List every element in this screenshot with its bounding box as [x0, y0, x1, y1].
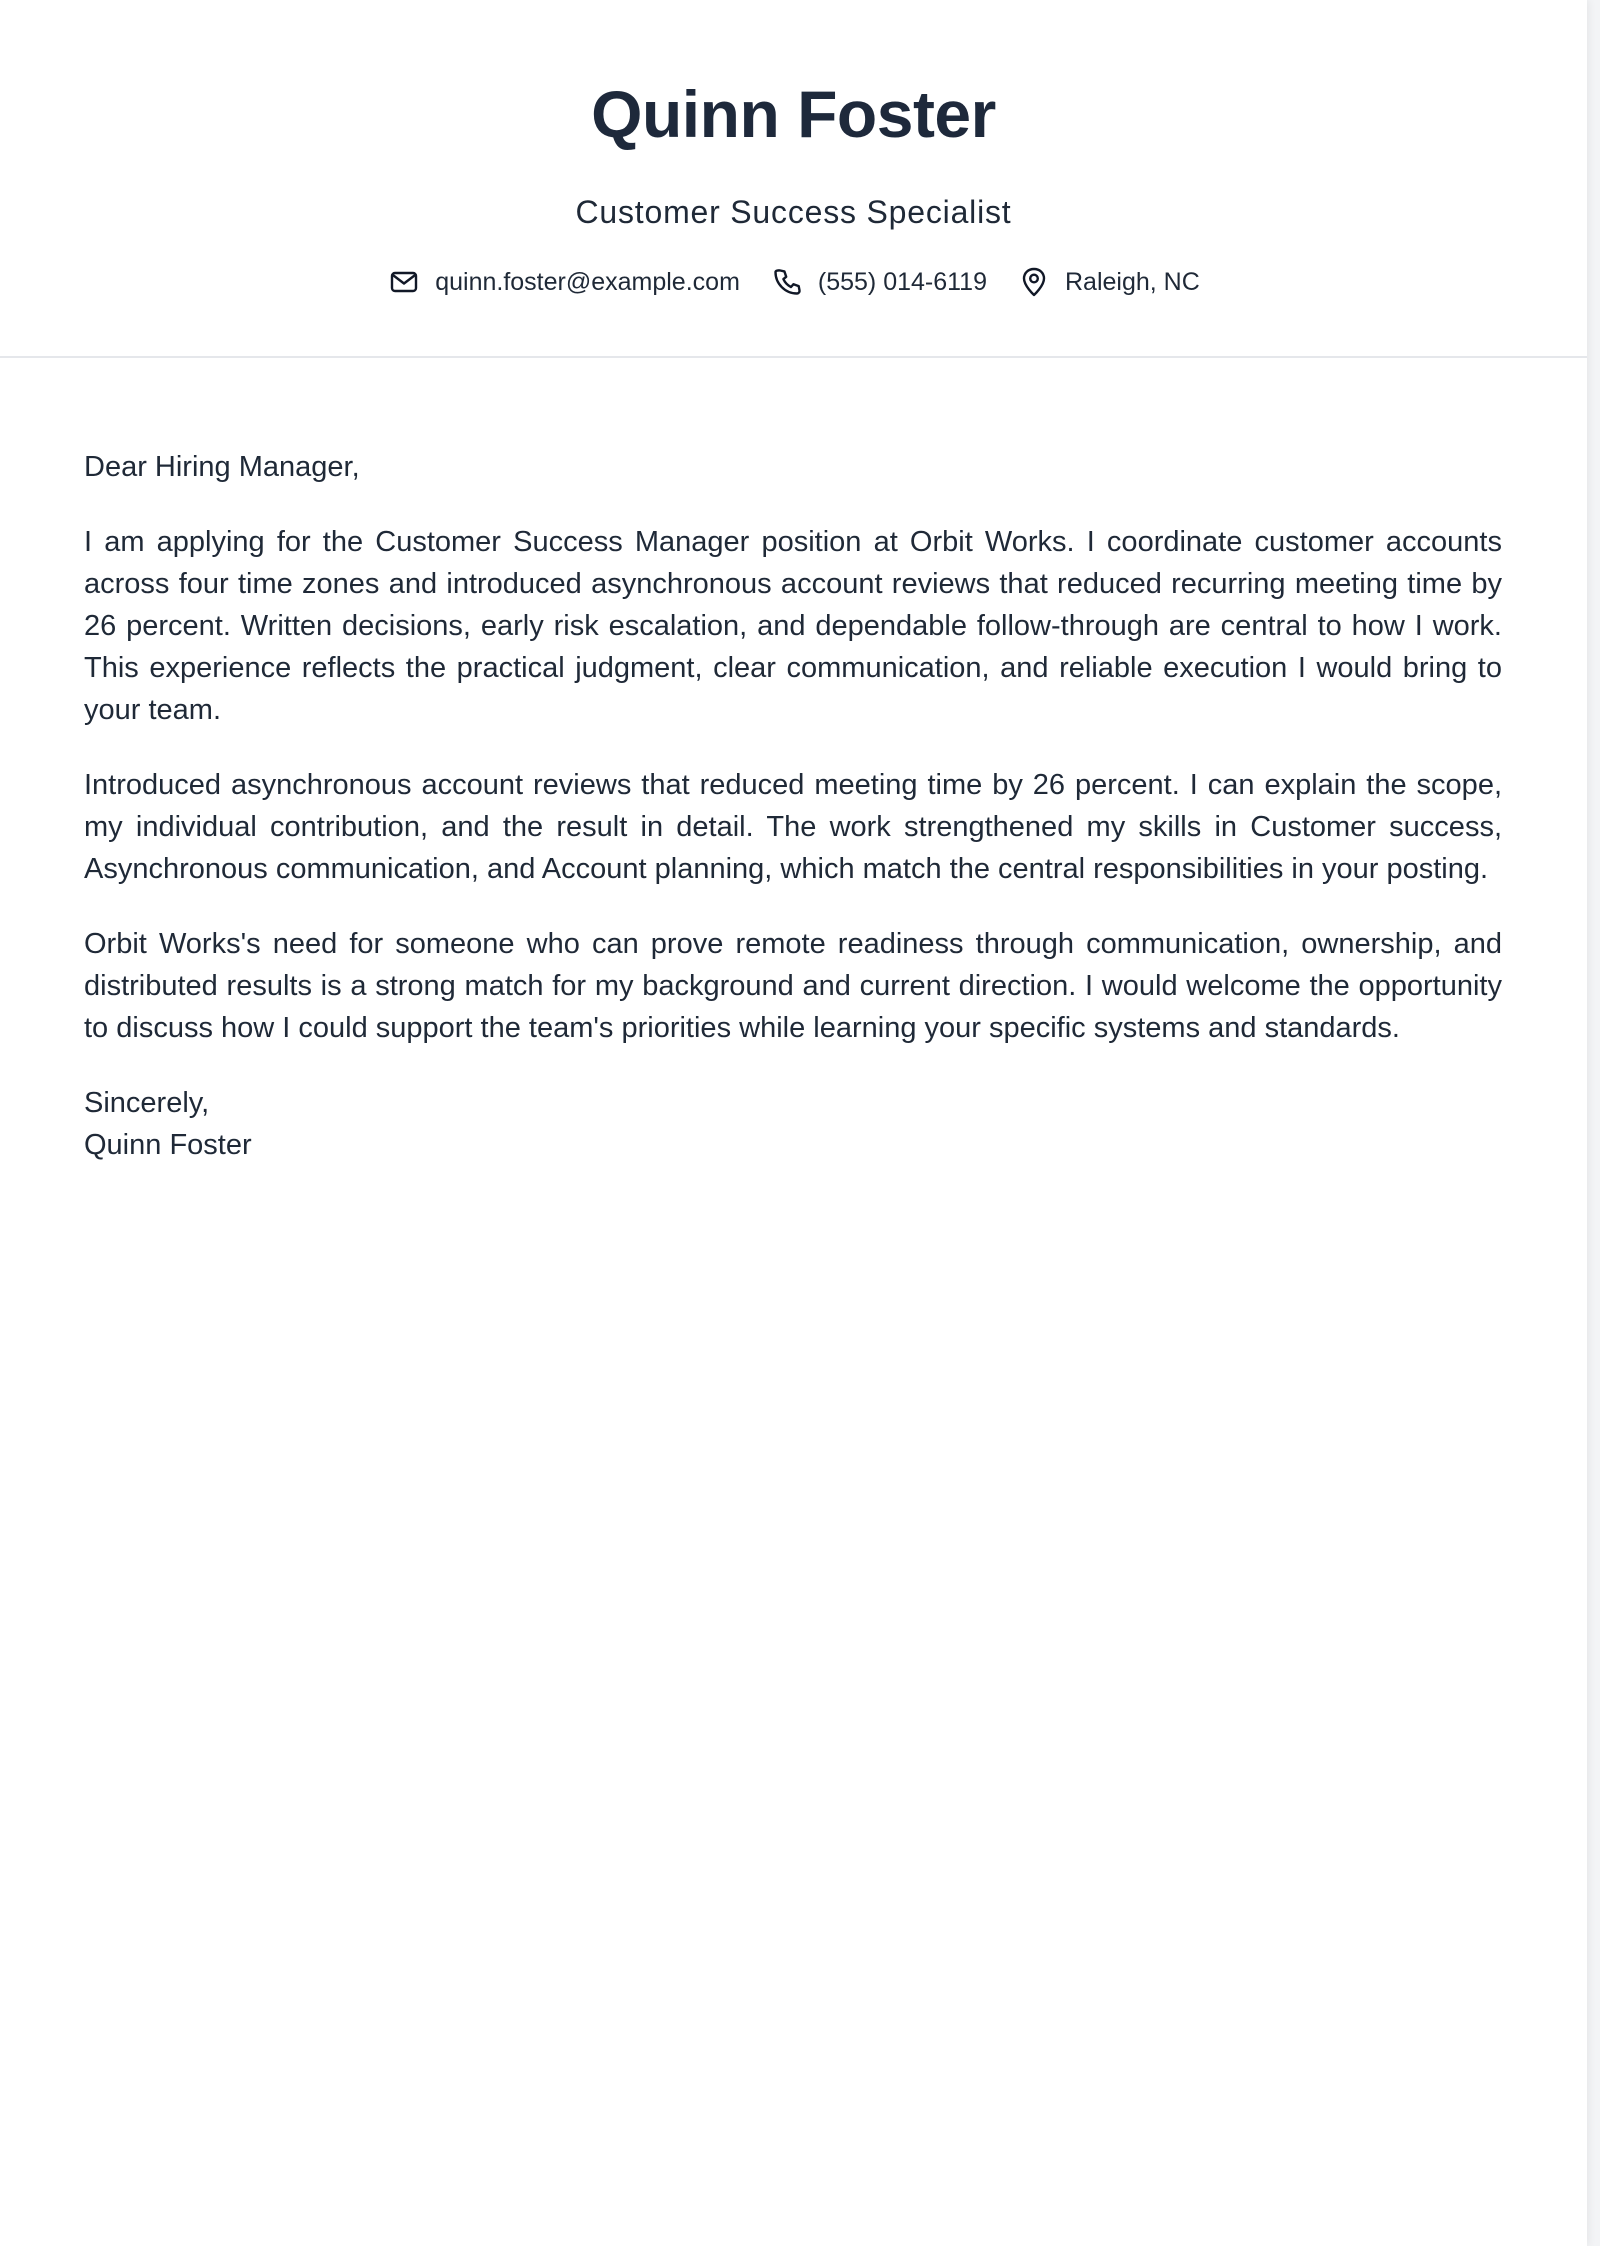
letter-header: [0, 0, 1587, 358]
contact-info: [0, 262, 1587, 302]
location-contact: [1017, 265, 1200, 299]
email-contact[interactable]: [387, 265, 740, 299]
applicant-name: Quinn Foster: [591, 77, 996, 151]
email-address[interactable]: quinn.foster@example.com: [435, 267, 740, 296]
letter-paragraph: Orbit Works's need for someone who can prove remote readiness through communication, ownership, and distributed results is a strong match for my background and current direction. I would welcome the opportunity to discuss how I could support the team's priorities while learning your specific systems and standards.: [84, 928, 1502, 1044]
phone-number[interactable]: (555) 014-6119: [817, 267, 987, 296]
mail-icon: [387, 265, 421, 299]
applicant-title: Customer Success Specialist: [575, 194, 1012, 230]
salutation: Dear Hiring Manager,: [84, 451, 360, 483]
phone-icon: [770, 265, 804, 299]
letter-paragraph: Introduced asynchronous account reviews that reduced meeting time by 26 percent. I can explain the scope, my individual contribution, and the result in detail. The work strengthened my skills in Customer success, Asynchronous communication, and Account planning, which match the central responsibilities in your posting.: [84, 769, 1502, 885]
closing: Sincerely,: [84, 1087, 210, 1119]
signature: Quinn Foster: [84, 1129, 252, 1161]
phone-contact[interactable]: [770, 265, 987, 299]
location-text: Raleigh, NC: [1065, 267, 1200, 296]
location-pin-icon: [1017, 265, 1051, 299]
letter-body: [84, 446, 1502, 1166]
letter-paragraph: I am applying for the Customer Success Manager position at Orbit Works. I coordinate customer accounts across four time zones and introduced asynchronous account reviews that reduced recurring meeting time by 26 percent. Written decisions, early risk escalation, and dependable follow-through are central to how I work. This experience reflects the practical judgment, clear communication, and reliable execution I would bring to your team.: [84, 526, 1502, 726]
